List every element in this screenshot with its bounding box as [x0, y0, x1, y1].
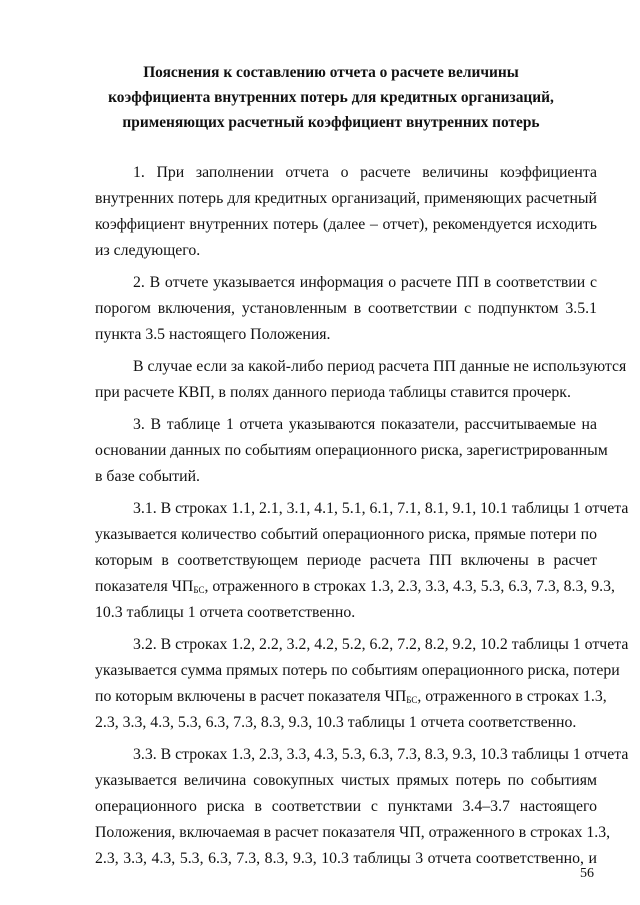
paragraph-3-1 [95, 496, 629, 626]
paragraph-line: операционного риска в соответствии с пунктами 3.4–3.7 настоящего [95, 798, 597, 815]
paragraph-1 [95, 160, 597, 264]
paragraph-line: 10.3 таблицы 1 отчета соответственно. [95, 604, 356, 621]
title-line: применяющих расчетный коэффициент внутренних потерь [122, 114, 540, 131]
paragraph-line: 3. В таблице 1 отчета указываются показатели, рассчитываемые на [133, 416, 597, 433]
paragraph-line: В случае если за какой-либо период расчета ПП данные не используются [133, 358, 627, 375]
paragraph-line: 3.2. В строках 1.2, 2.2, 3.2, 4.2, 5.2, 6.2, 7.2, 8.2, 9.2, 10.2 таблицы 1 отчета [133, 636, 629, 653]
paragraph-3-3 [95, 742, 629, 872]
document-title [96, 60, 566, 135]
paragraph-line: указывается количество событий операционного риска, прямые потери по [95, 526, 597, 543]
paragraph-line: при расчете КВП, в полях данного периода таблицы ставится прочерк. [95, 384, 571, 401]
title-line: Пояснения к составлению отчета о расчете величины [143, 64, 519, 81]
paragraph-2-note [95, 354, 627, 406]
paragraph-line: Положения, включаемая в расчет показателя ЧП, отраженного в строках 1.3, [95, 824, 611, 841]
paragraph-line: 3.3. В строках 1.3, 2.3, 3.3, 4.3, 5.3, 6.3, 7.3, 8.3, 9.3, 10.3 таблицы 1 отчета [133, 746, 629, 763]
paragraph-2 [95, 270, 597, 348]
subscript-label: БС [406, 695, 418, 705]
paragraph-line: пункта 3.5 настоящего Положения. [95, 326, 331, 343]
paragraph-3-2 [95, 632, 629, 736]
paragraph-line: по которым включены в расчет показателя $ЧП_{БС}$, отраженного в строках 1.3, [95, 688, 607, 705]
title-line: коэффициента внутренних потерь для кредитных организаций, [108, 89, 554, 106]
paragraph-line: порогом включения, установленным в соответствии с подпунктом 3.5.1 [95, 300, 597, 317]
paragraph-line: 3.1. В строках 1.1, 2.1, 3.1, 4.1, 5.1, 6.1, 7.1, 8.1, 9.1, 10.1 таблицы 1 отчета [133, 500, 629, 517]
paragraph-line: 2. В отчете указывается информация о расчете ПП в соответствии с [133, 274, 597, 291]
paragraph-line: показателя $ЧП_{БС}$, отраженного в строках 1.3, 2.3, 3.3, 4.3, 5.3, 6.3, 7.3, 8.3, 9.3, [95, 578, 615, 595]
paragraph-line: из следующего. [95, 242, 201, 259]
paragraph-line: 2.3, 3.3, 4.3, 5.3, 6.3, 7.3, 8.3, 9.3, 10.3 таблицы 1 отчета соответственно. [95, 714, 577, 731]
paragraph-line: в базе событий. [95, 468, 200, 485]
page-number: 56 [580, 866, 594, 881]
paragraph-line: основании данных по событиям операционного риска, зарегистрированным [95, 442, 608, 459]
paragraph-line: которым в соответствующем периоде расчета ПП включены в расчет [95, 552, 597, 569]
paragraph-line: коэффициент внутренних потерь (далее – отчет), рекомендуется исходить [95, 216, 597, 233]
paragraph-3 [95, 412, 608, 490]
paragraph-line: внутренних потерь для кредитных организаций, применяющих расчетный [95, 190, 597, 207]
paragraph-line: указывается сумма прямых потерь по событиям операционного риска, потери [95, 662, 620, 679]
paragraph-line: 1. При заполнении отчета о расчете величины коэффициента [133, 164, 597, 181]
paragraph-line: указывается величина совокупных чистых прямых потерь по событиям [95, 772, 597, 789]
document-body [95, 160, 629, 878]
paragraph-line: 2.3, 3.3, 4.3, 5.3, 6.3, 7.3, 8.3, 9.3, 10.3 таблицы 3 отчета соответственно, и [95, 850, 597, 867]
subscript-label: БС [193, 585, 205, 595]
